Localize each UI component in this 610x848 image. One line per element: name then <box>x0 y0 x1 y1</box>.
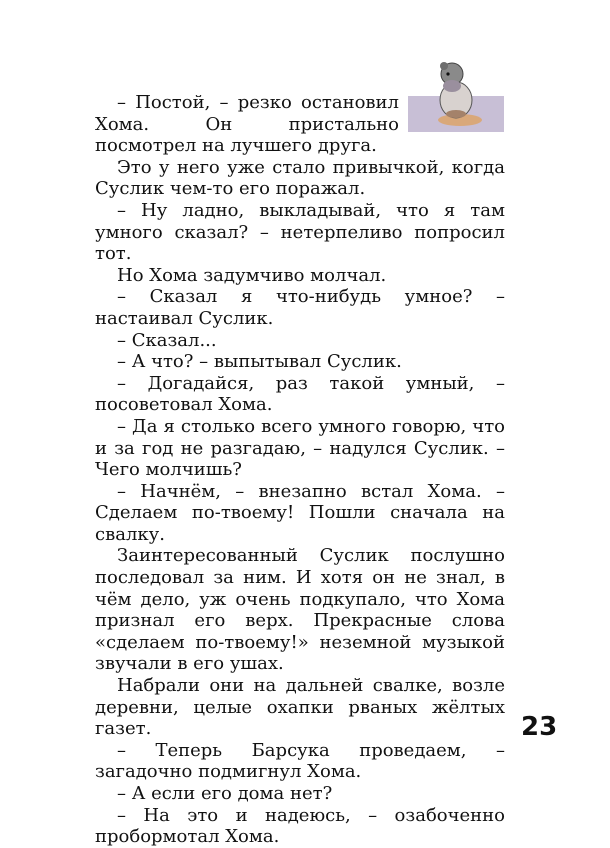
paragraph: Но Хома задумчиво молчал. <box>117 264 387 286</box>
paragraph: – Да я столько всего умного говорю, что и за год не разгадаю, – надулся Суслик. – Чего молчишь? <box>95 415 505 481</box>
paragraph: – Постой, – резко остановил Хома. Он пристально посмотрел на лучшего друга. <box>95 92 399 157</box>
paragraph: – Сказал... <box>117 329 217 351</box>
paragraph: – Сказал я что-нибудь умное? – настаивал Суслик. <box>95 286 505 329</box>
paragraph: – Теперь Барсука проведаем, – загадочно подмигнул Хома. <box>95 739 505 783</box>
paragraph: Набрали они на дальней свалке, возле деревни, целые охапки рваных жёлтых газет. <box>95 675 505 740</box>
paragraph: – А если его дома нет? <box>117 783 333 804</box>
paragraph: – А что? – выпытывал Суслик. <box>117 351 402 373</box>
story-text <box>95 92 505 848</box>
paragraph: – Ну ладно, выкладывай, что я там умного сказал? – нетерпеливо попросил тот. <box>95 199 505 265</box>
paragraph: – На это и надеюсь, – озабоченно пробормотал Хома. <box>95 804 505 848</box>
paragraph: Это у него уже стало привычкой, когда Суслик чем-то его поражал. <box>95 156 505 200</box>
hamster-eye <box>446 72 449 75</box>
hamster-bag <box>443 80 461 92</box>
paragraph: – Догадайся, раз такой умный, – посоветовал Хома. <box>95 372 505 416</box>
paragraph: – Начнём, – внезапно встал Хома. – Сделаем по-твоему! Пошли сначала на свалку. <box>95 480 505 545</box>
page-number: 23 <box>521 712 558 742</box>
paragraph: Заинтересованный Суслик послушно последовал за ним. И хотя он не знал, в чём дело, уж очень подкупало, что Хома признал его верх. Прекрасные слова «сделаем по-твоему!» неземной музыкой звучали в его ушах. <box>95 545 505 675</box>
hamster-ear <box>440 62 448 70</box>
